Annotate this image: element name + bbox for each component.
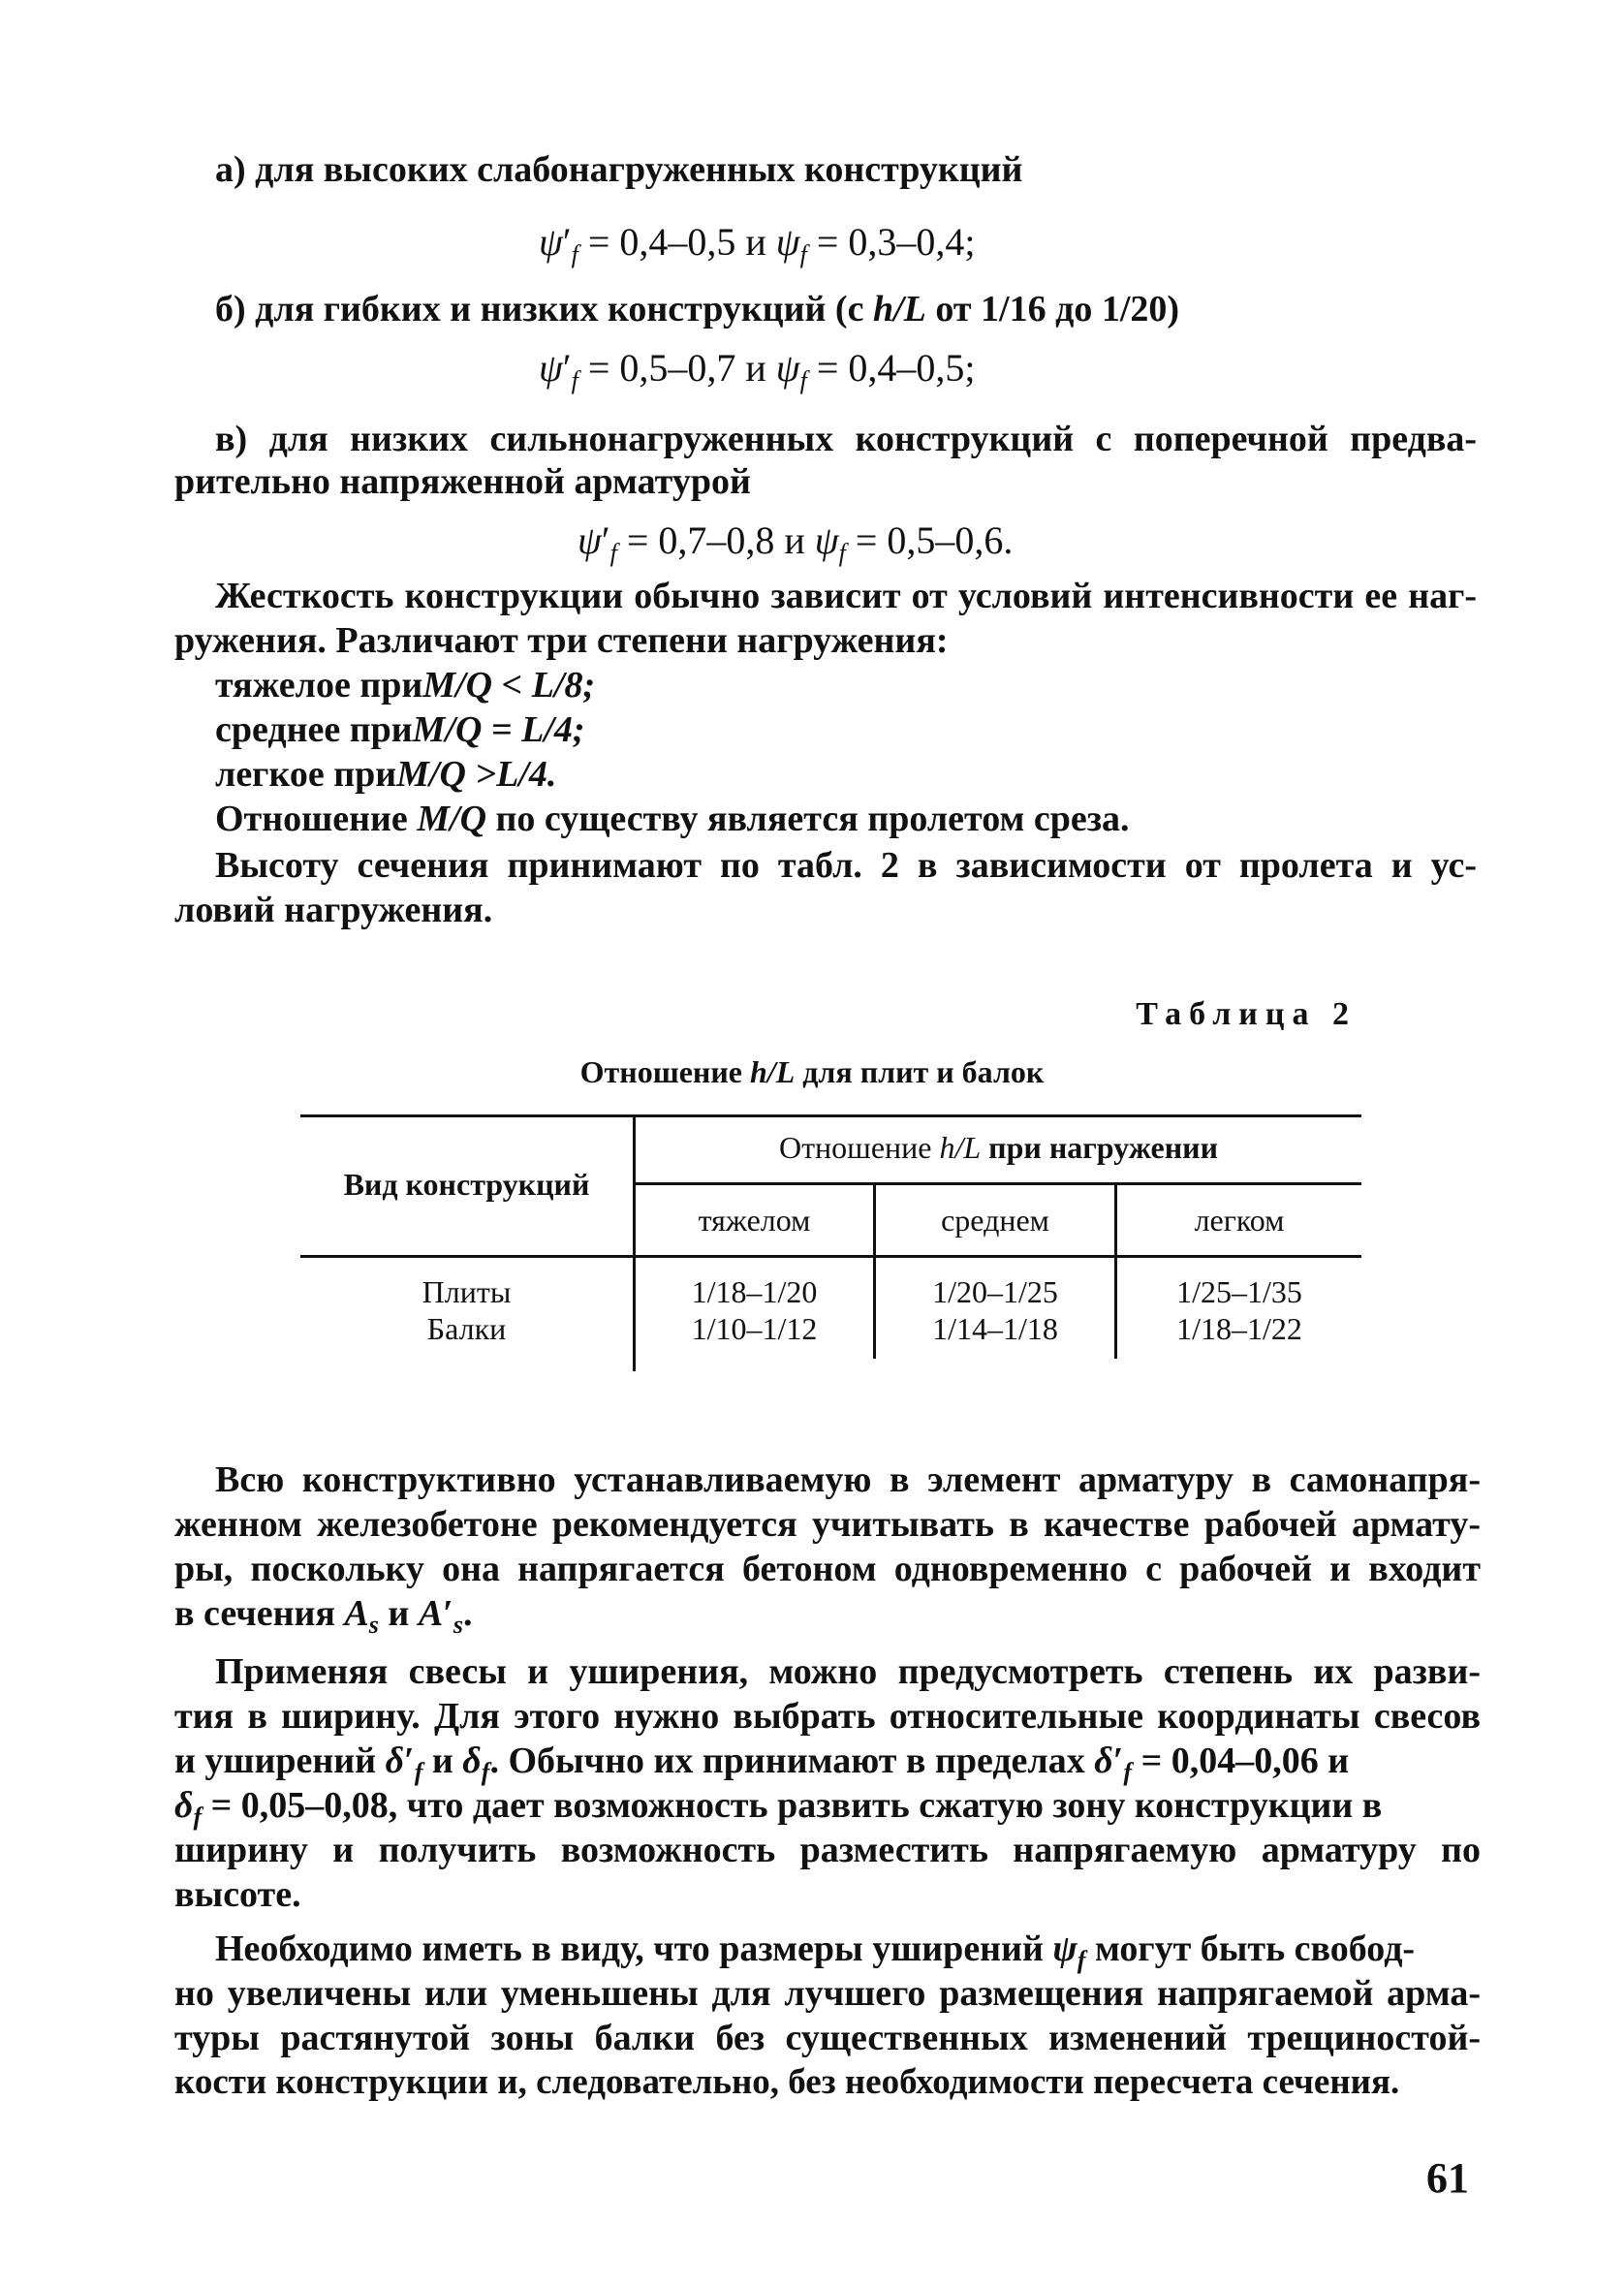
table-top-rule: [300, 1114, 1361, 1117]
row-light: 1/25–1/35: [1176, 1274, 1302, 1309]
item-c-label: в): [215, 419, 248, 459]
psi-symbol: ψ: [539, 220, 563, 264]
para2-line3-mid: и: [431, 1740, 453, 1781]
para3-line2: но увеличены или уменьшены для лучшего размещения напрягаемой арма-: [174, 1973, 1481, 2014]
header-heavy: тяжелом: [698, 1203, 811, 1238]
subscript-f: f: [193, 1803, 203, 1831]
prime-mark: ′: [1112, 1740, 1124, 1781]
para3-line4: кости конструкции и, следовательно, без необходимости пересчета сечения.: [174, 2062, 1400, 2102]
ratio-text-before: Отношение: [215, 799, 408, 839]
ratio-table: [300, 1114, 1361, 1371]
item-c-line1: [215, 417, 1477, 461]
subscript-f: f: [414, 1758, 423, 1786]
subscript-f: f: [571, 240, 578, 268]
subscript-f: f: [609, 539, 617, 567]
subscript-f: f: [799, 366, 807, 394]
load-medium: [215, 707, 585, 752]
formula-a-value1: = 0,4–0,5 и: [587, 220, 766, 264]
header-light: легком: [1194, 1203, 1285, 1238]
caption-ratio: h/L: [750, 1054, 796, 1089]
formula-a-value2: = 0,3–0,4;: [816, 220, 976, 264]
psi-symbol: ψ: [1052, 1928, 1077, 1969]
prime-mark: ′: [601, 518, 610, 562]
delta-symbol: δ: [174, 1785, 194, 1826]
para2-line3-value: = 0,04–0,06 и: [1140, 1740, 1350, 1781]
para2-line3-before: и уширений: [174, 1740, 377, 1781]
stiffness-line2: ружения. Различают три степени нагружения:: [174, 620, 949, 661]
caption-before: Отношение: [579, 1054, 742, 1089]
ratio-expr: M/Q: [417, 799, 487, 839]
row-type: Плиты: [422, 1274, 512, 1309]
psi-symbol: ψ: [539, 346, 563, 390]
delta-symbol: δ: [385, 1740, 405, 1781]
subscript-f: f: [481, 1758, 490, 1786]
item-a-text: для высоких слабонагруженных конструкций: [255, 149, 1023, 190]
psi-symbol: ψ: [814, 518, 839, 562]
row-medium: 1/20–1/25: [932, 1274, 1058, 1309]
para1-line2: женном железобетоне рекомендуется учитывать в качестве рабочей армату-: [174, 1504, 1481, 1545]
table-group-rule: [633, 1182, 1361, 1185]
row-heavy: 1/18–1/20: [691, 1274, 818, 1309]
subscript-f: f: [1077, 1946, 1086, 1974]
delta-symbol: δ: [1094, 1740, 1113, 1781]
row-medium: 1/14–1/18: [932, 1311, 1058, 1346]
item-c-line2: рительно напряженной арматурой: [174, 461, 751, 502]
para2-line6: высоте.: [174, 1874, 301, 1915]
para3-line3: туры растянутой зоны балки без существенных изменений трещиностой-: [174, 2018, 1481, 2058]
para1-line4-before: в сечения: [174, 1593, 335, 1634]
load-light-expr: M/Q >L/4.: [396, 754, 557, 795]
area-sub2: s: [453, 1611, 463, 1639]
item-a-heading: [215, 147, 1022, 192]
prime-mark: ′: [404, 1740, 415, 1781]
item-b-text-before: для гибких и низких конструкций (с: [255, 289, 864, 329]
row-type: Балки: [426, 1311, 507, 1346]
area-sub: s: [368, 1611, 379, 1639]
height-line1: Высоту сечения принимают по табл. 2 в зависимости от пролета и ус-: [215, 845, 1477, 886]
psi-symbol: ψ: [775, 346, 800, 390]
psi-symbol: ψ: [578, 518, 602, 562]
item-b-text-after: от 1/16 до 1/20): [935, 289, 1180, 329]
table-caption: [0, 1054, 1624, 1090]
para2-line3-after: . Обычно их принимают в пределах: [489, 1740, 1085, 1781]
para1-line4-end: .: [462, 1593, 473, 1634]
page-number: 61: [1426, 2154, 1469, 2202]
formula-b-value1: = 0,5–0,7 и: [587, 346, 766, 390]
formula-c-value1: = 0,7–0,8 и: [626, 518, 805, 562]
subscript-f: f: [1123, 1758, 1133, 1786]
prime-mark: ′: [443, 1593, 453, 1634]
header-group: [636, 1130, 1361, 1166]
formula-a: [539, 219, 976, 269]
caption-after: для плит и балок: [802, 1054, 1045, 1089]
formula-c: [578, 517, 1013, 568]
header-medium: среднем: [941, 1203, 1049, 1238]
psi-symbol: ψ: [775, 220, 800, 264]
area-a2: A: [418, 1593, 444, 1634]
item-b-heading: [215, 287, 1179, 331]
formula-b: [539, 345, 976, 395]
para2-line5: ширину и получить возможность разместить напрягаемую арматуру по: [174, 1830, 1481, 1870]
item-b-ratio: h/L: [872, 289, 926, 329]
group-before: Отношение: [778, 1130, 932, 1165]
stiffness-line1: Жесткость конструкции обычно зависит от условий интенсивности ее наг-: [215, 576, 1477, 616]
subscript-f: f: [799, 240, 807, 268]
formula-c-value2: = 0,5–0,6.: [855, 518, 1014, 562]
para2-line1: Применяя свесы и уширения, можно предусмотреть степень их разви-: [215, 1651, 1481, 1692]
height-line2: ловий нагружения.: [174, 890, 493, 930]
prime-mark: ′: [562, 346, 572, 390]
formula-b-value2: = 0,4–0,5;: [816, 346, 976, 390]
load-medium-text: среднее при: [215, 709, 413, 750]
subscript-f: f: [838, 539, 846, 567]
table-label: Таблица 2: [1136, 996, 1357, 1032]
load-heavy-expr: M/Q < L/8;: [422, 665, 596, 706]
group-ratio: h/L: [939, 1130, 982, 1165]
load-light: [215, 752, 556, 797]
item-c-text-line1: для низких сильнонагруженных конструкций с поперечной предва-: [268, 419, 1477, 459]
row-heavy: 1/10–1/12: [691, 1311, 818, 1346]
area-a: A: [344, 1593, 369, 1634]
para3-line1-before: Необходимо иметь в виду, что размеры уширений: [215, 1928, 1044, 1969]
para1-line3: ры, поскольку она напрягается бетоном одновременно с рабочей и входит: [174, 1549, 1481, 1589]
table-header-rule: [300, 1255, 1361, 1258]
para2-line2: тия в ширину. Для этого нужно выбрать относительные координаты свесов: [174, 1696, 1481, 1737]
delta-symbol: δ: [462, 1740, 482, 1781]
item-b-label: б): [215, 289, 246, 329]
load-medium-expr: M/Q = L/4;: [412, 709, 585, 750]
load-light-text: легкое при: [215, 754, 397, 795]
para1-line1: Всю конструктивно устанавливаемую в элемент арматуру в самонапря-: [215, 1459, 1481, 1500]
item-a-label: а): [215, 149, 246, 190]
ratio-para: [215, 797, 1130, 841]
group-after: при нагружении: [988, 1130, 1219, 1165]
para1-line4: [174, 1591, 472, 1647]
para1-line4-and: и: [388, 1593, 410, 1634]
row-light: 1/18–1/22: [1176, 1311, 1302, 1346]
subscript-f: f: [571, 366, 578, 394]
prime-mark: ′: [562, 220, 572, 264]
load-heavy: [215, 663, 595, 707]
load-heavy-text: тяжелое при: [215, 665, 423, 706]
header-type: Вид конструкций: [343, 1167, 590, 1202]
para3-line1-after: могут быть свобод-: [1094, 1928, 1416, 1969]
para2-line4-value: = 0,05–0,08, что дает возможность развить сжатую зону конструкции в: [210, 1785, 1383, 1826]
ratio-text-after: по существу является пролетом среза.: [495, 799, 1130, 839]
